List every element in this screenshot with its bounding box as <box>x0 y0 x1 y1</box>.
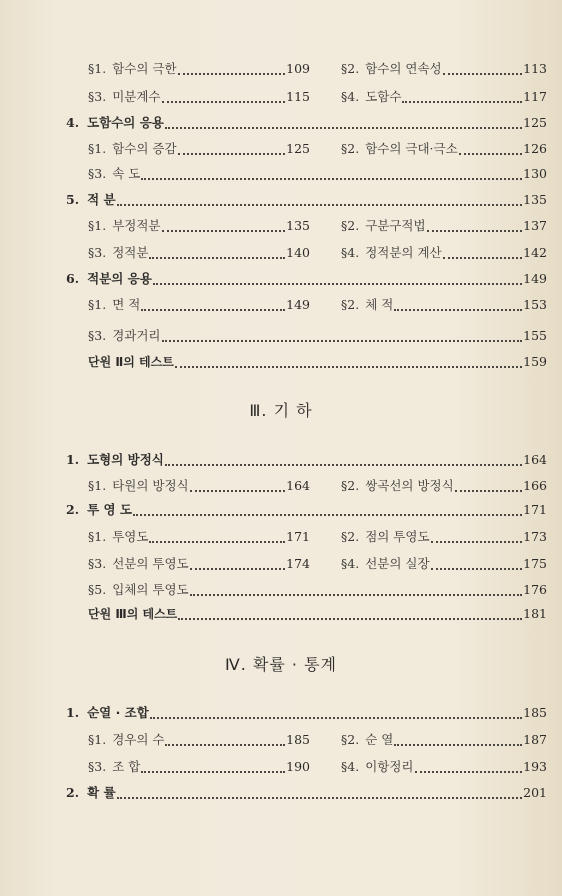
toc-section-entry: §2. 구분구적법 137 <box>341 218 547 233</box>
toc-section-entry: §3. 미분계수 115 <box>88 89 310 104</box>
toc-chapter-entry: 6. 적분의 응용 149 <box>66 271 547 286</box>
toc-section-entry: §3. 속 도 130 <box>88 166 547 181</box>
toc-section-entry: §3. 조 합 190 <box>88 759 310 774</box>
toc-section-entry: §4. 도함수 117 <box>341 89 547 104</box>
toc-section-entry: §3. 정적분 140 <box>88 245 310 260</box>
toc-chapter-entry: 5. 적 분 135 <box>66 192 547 207</box>
toc-unit-test-entry: 단원 Ⅱ의 테스트 159 <box>88 354 547 369</box>
toc-section-entry: §1. 면 적 149 <box>88 297 310 312</box>
toc-section-entry: §2. 체 적 153 <box>341 297 547 312</box>
part-heading: Ⅲ. 기 하 <box>249 401 313 420</box>
toc-section-entry: §3. 선분의 투영도 174 <box>88 556 310 571</box>
toc-section-entry: §4. 이항정리 193 <box>341 759 547 774</box>
toc-section-entry: §4. 선분의 실장 175 <box>341 556 547 571</box>
toc-section-entry: §3. 경과거리 155 <box>88 328 547 343</box>
toc-section-entry: §2. 함수의 극대·극소 126 <box>341 141 547 156</box>
toc-section-entry: §1. 부정적분 135 <box>88 218 310 233</box>
toc-chapter-entry: 2. 투 영 도 171 <box>66 502 547 517</box>
toc-section-entry: §2. 함수의 연속성 113 <box>341 61 547 76</box>
toc-section-entry: §5. 입체의 투영도 176 <box>88 582 547 597</box>
part-heading: Ⅳ. 확률 · 통계 <box>224 655 338 674</box>
toc-chapter-entry: 1. 순열 · 조합 185 <box>66 705 547 720</box>
toc-chapter-entry: 1. 도형의 방정식 164 <box>66 452 547 467</box>
toc-unit-test-entry: 단원 Ⅲ의 테스트 181 <box>88 606 547 621</box>
toc-section-entry: §2. 쌍곡선의 방정식 166 <box>341 478 547 493</box>
toc-chapter-entry: 4. 도함수의 응용 125 <box>66 115 547 130</box>
toc-section-entry: §1. 경우의 수 185 <box>88 732 310 747</box>
toc-section-entry: §1. 투영도 171 <box>88 529 310 544</box>
toc-section-entry: §2. 점의 투영도 173 <box>341 529 547 544</box>
toc-section-entry: §4. 정적분의 계산 142 <box>341 245 547 260</box>
toc-section-entry: §2. 순 열 187 <box>341 732 547 747</box>
toc-section-entry: §1. 함수의 증감 125 <box>88 141 310 156</box>
toc-section-entry: §1. 타원의 방정식 164 <box>88 478 310 493</box>
toc-section-entry: §1. 함수의 극한 109 <box>88 61 310 76</box>
toc-chapter-entry: 2. 확 률 201 <box>66 785 547 800</box>
